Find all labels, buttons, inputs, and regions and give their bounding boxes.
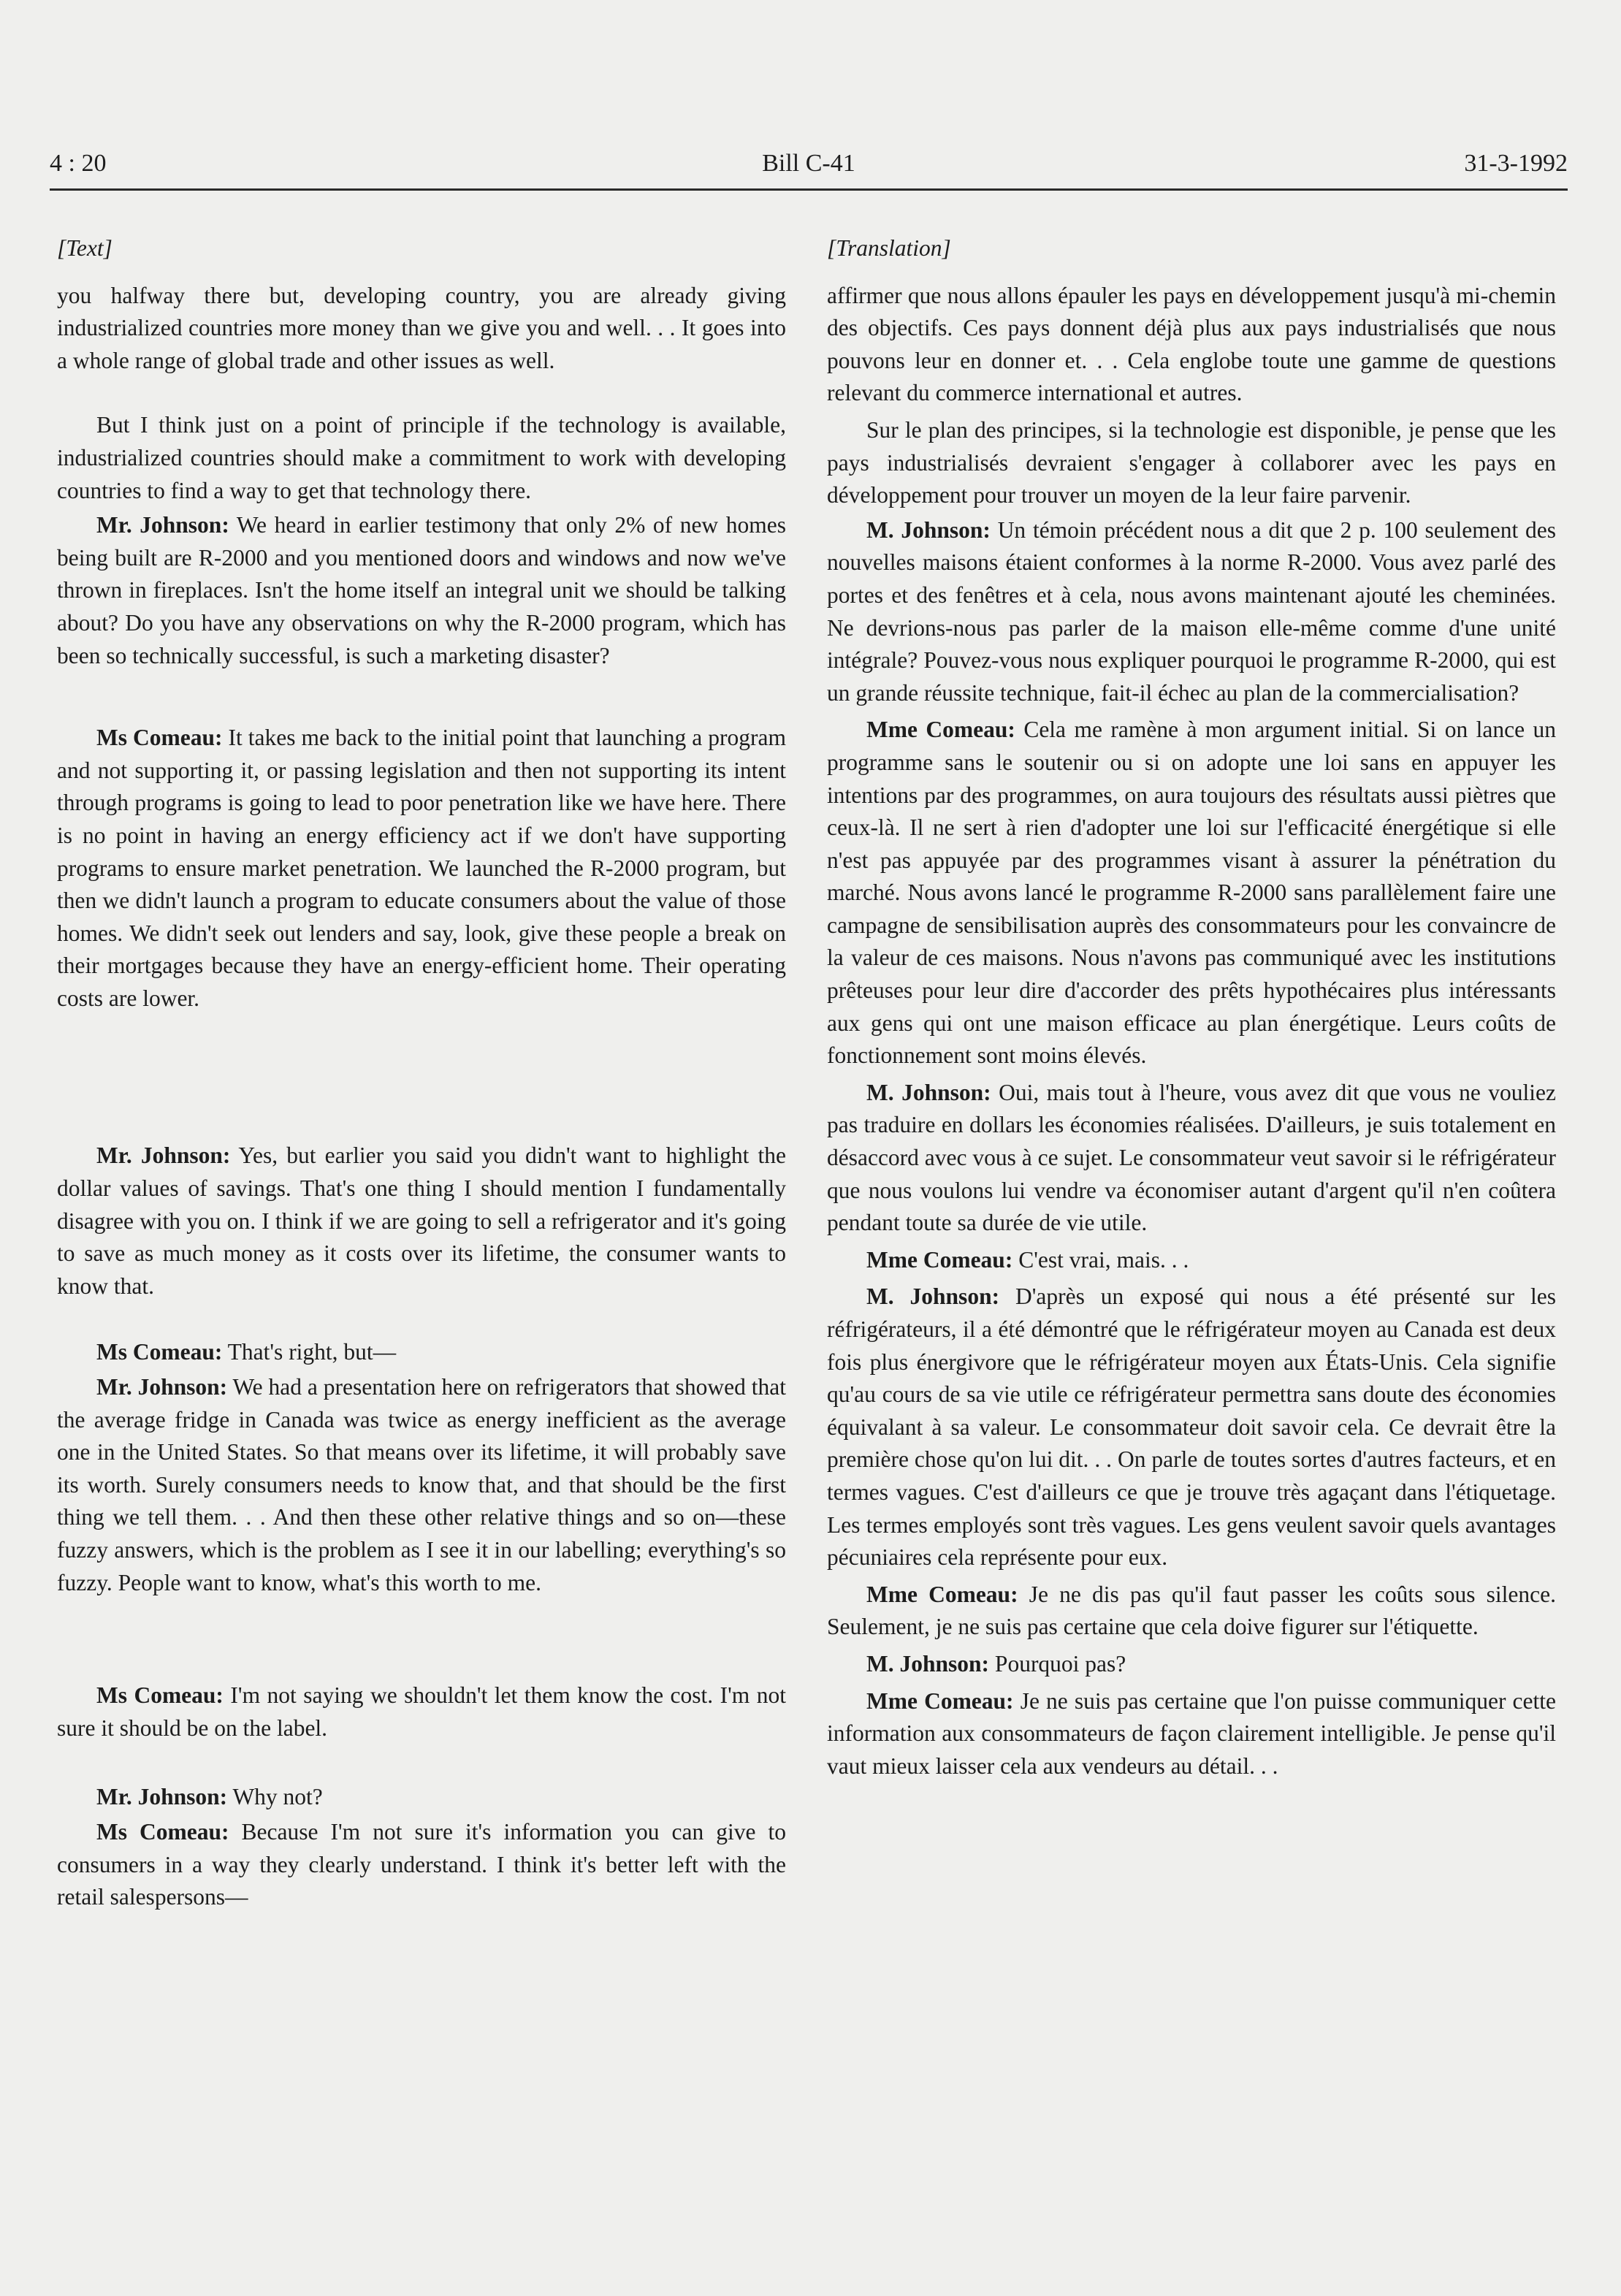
paragraph-text: Cela me ramène à mon argument initial. Si on lance un programme sans le soutenir ou si on adopte une loi sans en appuyer les intentions par des programmes, on aura toujours des résultats aussi piètres que ceux-là. Il ne sert à rien d'adopter une loi sur l'efficacité énergétique si elle n'est pas appuyée par des programmes visant à assurer la pénétration du marché. Nous avons lancé le programme R-2000 sans parallèlement faire une campagne de sensibilisation auprès des consommateurs pour les convaincre de la valeur de ces maisons. Nous n'avons pas communiqué avec les institutions prêteuses pour leur dire d'accorder des prêts hypothécaires plus intéressants aux gens qui ont une maison efficace au plan énergétique. Leurs coûts de fonctionnement sont moins élevés. [827, 717, 1557, 1069]
header-date: 31-3-1992 [1464, 150, 1568, 177]
speaker-name: M. Johnson: [866, 1079, 991, 1105]
paragraph [827, 1579, 1556, 1644]
speaker-name: M. Johnson: [866, 1284, 1000, 1310]
speaker-name: M. Johnson: [866, 516, 991, 543]
speaker-name: Mme Comeau: [866, 1581, 1018, 1607]
paragraph [827, 714, 1556, 1072]
paragraph-text: Sur le plan des principes, si la technologie est disponible, je pense que les pays industrialisés devraient s'engager à collaborer avec les pays en développement pour trouver un moyen de la leur faire parvenir. [827, 416, 1556, 508]
speaker-name: Mme Comeau: [866, 1246, 1013, 1273]
speaker-name: Ms Comeau: [96, 1682, 224, 1709]
header-rule [50, 188, 1568, 191]
paragraph [827, 1685, 1556, 1783]
speaker-name: Ms Comeau: [96, 1818, 229, 1845]
paragraph-text: Because I'm not sure it's information you can give to consumers in a way they clearly understand. I think it's better left with the retail salespersons— [57, 1818, 786, 1910]
paragraph-text: We had a presentation here on refrigerators that showed that the average fridge in Canada was twice as energy inefficient as the average one in the United States. So that means over its lifetime, it will probably save its worth. Surely consumers needs to know that, and that should be the first thing we tell them. . . And then these other relative things and so on—these fuzzy answers, which is the problem as I see it in our labelling; everything's so fuzzy. People want to know, what's this worth to me. [57, 1374, 786, 1595]
paragraph-text: D'après un exposé qui nous a été présenté sur les réfrigérateurs, il a été démontré que le réfrigérateur moyen au Canada est deux fois plus énergivore que le réfrigérateur moyen aux États-Unis. Cela signifie qu'au cours de sa vie utile ce réfrigérateur permettra sans doute des économies équivalant à sa valeur. Le consommateur doit savoir cela. Ce devrait être la première chose qu'on lui dit. . . On parle de toutes sortes d'autres facteurs, et en termes vagues. C'est d'ailleurs ce que je trouve très agaçant dans l'étiquetage. Les termes employés sont très vagues. Les gens veulent savoir quels avantages pécuniaires cela représente pour eux. [827, 1284, 1556, 1571]
paragraph-text: C'est vrai, mais. . . [1018, 1246, 1189, 1273]
paragraph [827, 280, 1556, 410]
paragraph [57, 1371, 786, 1599]
paragraph [57, 722, 786, 1015]
column-label: [Text] [57, 235, 112, 261]
paragraph [57, 1140, 786, 1303]
speaker-name: Mr. Johnson: [96, 1143, 231, 1169]
paragraph-text: Oui, mais tout à l'heure, vous avez dit que vous ne vouliez pas traduire en dollars les économies réalisées. D'ailleurs, je suis totalement en désaccord avec vous à ce sujet. Le consommateur veut savoir si le réfrigérateur que nous voulons lui vendre va économiser autant d'argent qu'il n'en coûtera pendant toute sa durée de vie utile. [827, 1079, 1557, 1236]
speaker-name: Mr. Johnson: [96, 512, 229, 538]
french-column [827, 232, 1556, 1782]
paragraph-text: Je ne dis pas qu'il faut passer les coûts sous silence. Seulement, je ne suis pas certaine que cela doive figurer sur l'étiquette. [827, 1581, 1556, 1640]
page-number: 4 : 20 [50, 150, 107, 177]
paragraph [57, 1781, 786, 1814]
paragraph [827, 514, 1556, 710]
paragraph-text: We heard in earlier testimony that only 2% of new homes being built are R-2000 and you mentioned doors and windows and now we've thrown in fireplaces. Isn't the home itself an integral unit we should be talking about? Do you have any observations on why the R-2000 program, which has been so technically successful, is such a marketing disaster? [57, 512, 786, 668]
paragraph [827, 414, 1556, 512]
paragraph-text: Pourquoi pas? [994, 1650, 1126, 1677]
paragraph [57, 409, 786, 507]
paragraph-text: Why not? [232, 1784, 323, 1810]
paragraph-text: I'm not saying we shouldn't let them know the cost. I'm not sure it should be on the label. [57, 1682, 787, 1741]
speaker-name: Mr. Johnson: [96, 1784, 228, 1810]
speaker-name: Mme Comeau: [866, 717, 1015, 743]
paragraph [827, 1077, 1556, 1240]
paragraph [827, 1244, 1556, 1277]
paragraph-text: affirmer que nous allons épauler les pays en développement jusqu'à mi-chemin des objectifs. Ces pays donnent déjà plus aux pays industrialisés que nous pouvons leur en donner et. . . Cela englobe toute une gamme de questions relevant du commerce international et autres. [827, 282, 1556, 406]
speaker-name: Mme Comeau: [866, 1687, 1014, 1714]
paragraph-text: Un témoin précédent nous a dit que 2 p. 100 seulement des nouvelles maisons étaient conformes à la norme R-2000. Vous avez parlé des portes et des fenêtres et à cela, nous avons maintenant ajouté les cheminées. Ne devrions-nous pas parler de la maison elle-même comme d'une unité intégrale? Pouvez-vous nous expliquer pourquoi le programme R-2000, qui est un grande réussite technique, fait-il échec au plan de la commercialisation? [827, 516, 1556, 706]
speaker-name: Mr. Johnson: [96, 1374, 228, 1400]
paragraph [827, 1281, 1556, 1574]
paragraph-text: But I think just on a point of principle if the technology is available, industrialized countries should make a commitment to work with developing countries to find a way to get that technology there. [57, 412, 786, 503]
bill-title: Bill C-41 [762, 150, 855, 177]
paragraph [57, 509, 786, 672]
speaker-name: Ms Comeau: [96, 725, 223, 751]
paragraph [57, 1679, 786, 1744]
paragraph [57, 1336, 786, 1369]
speaker-name: Ms Comeau: [96, 1339, 223, 1365]
paragraph-text: That's right, but— [227, 1339, 397, 1365]
paragraph-text: Je ne suis pas certaine que l'on puisse communiquer cette information aux consommateurs de façon clairement intelligible. Je pense qu'il vaut mieux laisser cela aux vendeurs au détail. . . [827, 1687, 1556, 1779]
paragraph-text: you halfway there but, developing country, you are already giving industrialized countries more money than we give you and well. . . It goes into a whole range of global trade and other issues as well. [57, 282, 786, 373]
paragraph [57, 1816, 786, 1914]
column-label: [Translation] [827, 235, 951, 261]
speaker-name: M. Johnson: [866, 1650, 990, 1677]
paragraph-text: It takes me back to the initial point that launching a program and not supporting it, or passing legislation and then not supporting its intent through programs is going to lead to poor penetration like we have here. There is no point in having an energy efficiency act if we don't have supporting programs to ensure market penetration. We launched the R-2000 program, but then we didn't launch a program to educate consumers about the value of those homes. We didn't seek out lenders and say, look, give these people a break on their mortgages because they have an energy-efficient home. Their operating costs are lower. [57, 725, 787, 1011]
english-column [57, 232, 786, 1914]
page-header [50, 150, 1568, 186]
paragraph [57, 280, 786, 378]
paragraph [827, 1648, 1556, 1681]
paragraph-text: Yes, but earlier you said you didn't want to highlight the dollar values of savings. That's one thing I should mention I fundamentally disagree with you on. I think if we are going to sell a refrigerator and it's going to save as much money as it costs over its lifetime, the consumer wants to know that. [57, 1143, 786, 1299]
